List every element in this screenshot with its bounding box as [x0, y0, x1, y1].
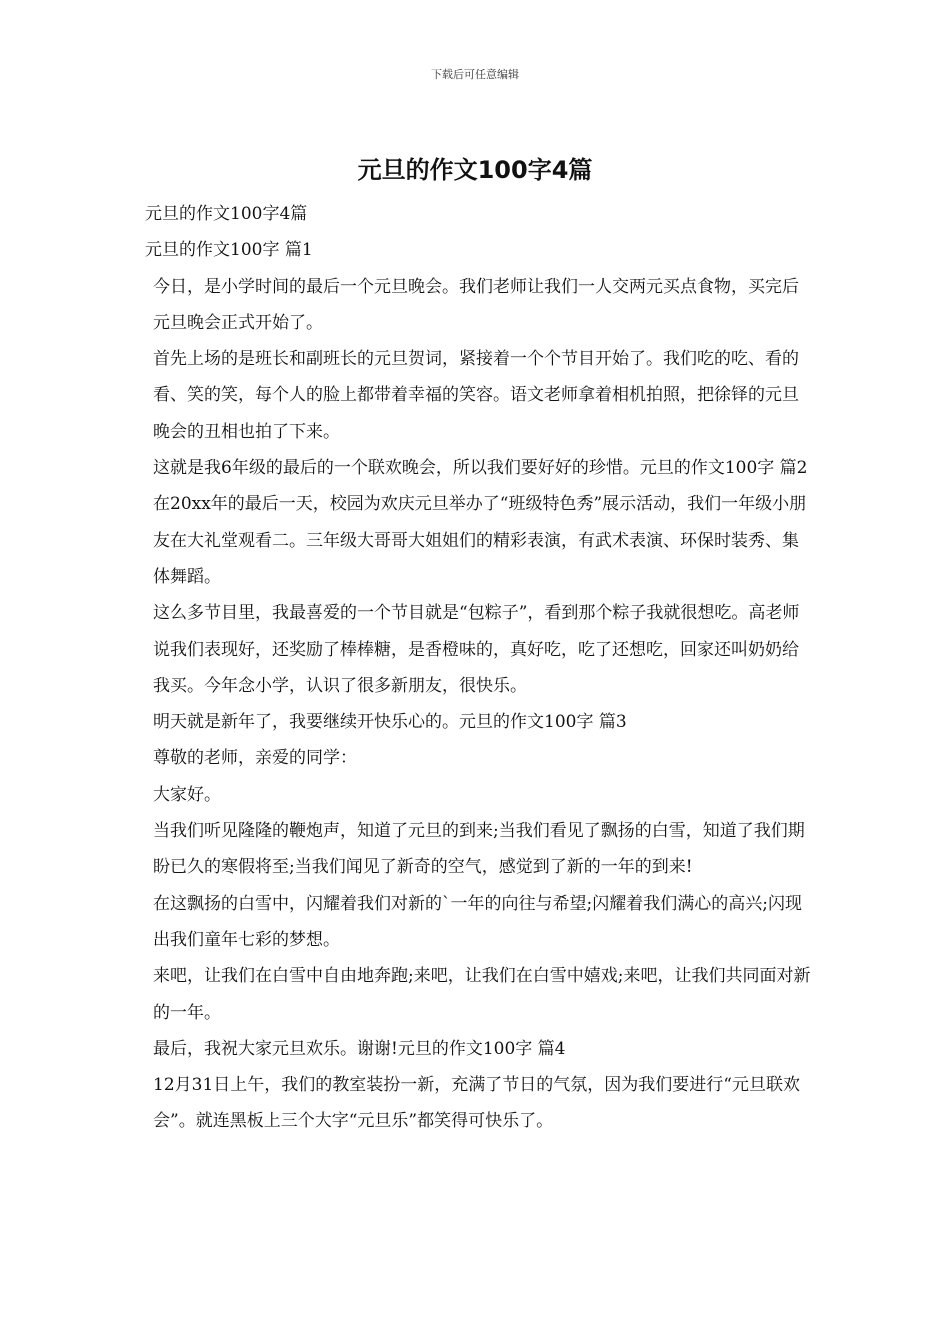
paragraph: 当我们听见隆隆的鞭炮声，知道了元旦的到来;当我们看见了飘扬的白雪，知道了我们期盼已久的寒假将至;当我们闻见了新奇的空气，感觉到了新的一年的到来! — [153, 821, 805, 878]
paragraph: 尊敬的老师，亲爱的同学： — [153, 748, 357, 769]
document-title: 元旦的作文100字4篇 — [357, 156, 593, 184]
paragraph: 来吧，让我们在白雪中自由地奔跑;来吧，让我们在白雪中嬉戏;来吧，让我们共同面对新的一年。 — [153, 966, 811, 1023]
paragraph: 大家好。 — [153, 784, 221, 805]
paragraph: 今日，是小学时间的最后一个元旦晚会。我们老师让我们一人交两元买点食物，买完后元旦晚会正式开始了。 — [153, 276, 799, 333]
paragraph: 这么多节目里，我最喜爱的一个节目就是“包粽子”，看到那个粽子我就很想吃。高老师说我们表现好，还奖励了棒棒糖，是香橙味的，真好吃，吃了还想吃，回家还叫奶奶给我买。今年念小学，认识了很多新朋友，很快乐。 — [153, 603, 800, 696]
paragraph: 在这飘扬的白雪中，闪耀着我们对新的`一年的向往与希望;闪耀着我们满心的高兴;闪现出我们童年七彩的梦想。 — [153, 893, 802, 950]
paragraph: 在20xx年的最后一天，校园为欢庆元旦举办了“班级特色秀”展示活动，我们一年级小朋友在大礼堂观看二。三年级大哥哥大姐姐们的精彩表演，有武术表演、环保时装秀、集体舞蹈。 — [153, 494, 807, 587]
paragraph: 明天就是新年了，我要继续开快乐心的。元旦的作文100字 篇3 — [153, 712, 627, 733]
paragraph: 这就是我6年级的最后的一个联欢晚会，所以我们要好好的珍惜。元旦的作文100字 篇2 — [153, 458, 808, 479]
header-note: 下载后可任意编辑 — [431, 68, 519, 81]
paragraph: 最后，我祝大家元旦欢乐。谢谢!元旦的作文100字 篇4 — [153, 1038, 566, 1059]
paragraph: 首先上场的是班长和副班长的元旦贺词，紧接着一个个节目开始了。我们吃的吃、看的看、笑的笑，每个人的脸上都带着幸福的笑容。语文老师拿着相机拍照，把徐铎的元旦晚会的丑相也拍了下来。 — [153, 349, 799, 442]
section-heading: 元旦的作文100字 篇1 — [145, 240, 313, 261]
document-body — [145, 196, 813, 1140]
paragraph: 12月31日上午，我们的教室装扮一新，充满了节日的气氛，因为我们要进行“元旦联欢会”。就连黑板上三个大字“元旦乐”都笑得可快乐了。 — [153, 1075, 800, 1132]
subtitle-line: 元旦的作文100字4篇 — [145, 204, 308, 224]
